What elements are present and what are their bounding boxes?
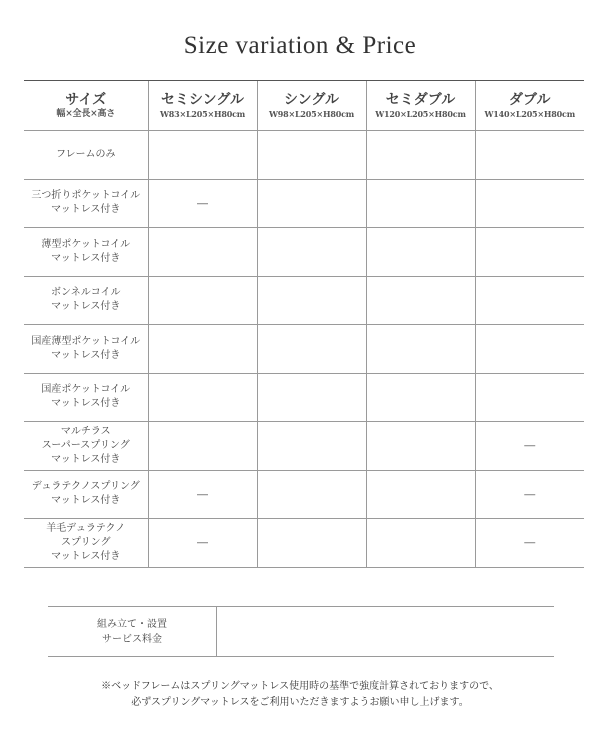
- table-row: [24, 519, 584, 568]
- price-cell: [366, 470, 475, 519]
- footnote-line-2: 必ずスプリングマットレスをご利用いただきますようお願い申し上げます。: [131, 697, 469, 708]
- price-cell: [148, 228, 257, 277]
- price-cell: [257, 422, 366, 471]
- table-header-row: [24, 81, 584, 131]
- price-cell: ―: [475, 519, 584, 568]
- price-cell: [366, 373, 475, 422]
- service-row: [48, 607, 554, 657]
- size-price-table: [24, 80, 584, 568]
- column-dimensions: W120×L205×H80cm: [375, 108, 466, 119]
- column-dimensions: W98×L205×H80cm: [268, 108, 355, 119]
- price-cell: [148, 276, 257, 325]
- service-fee-value: [217, 607, 555, 657]
- price-cell: [475, 276, 584, 325]
- row-label: フレームのみ: [24, 131, 148, 180]
- price-cell: [148, 373, 257, 422]
- column-dimensions: W83×L205×H80cm: [159, 108, 246, 119]
- price-cell: [257, 276, 366, 325]
- column-header-single: [257, 81, 366, 131]
- row-label: 国産薄型ポケットコイル マットレス付き: [24, 325, 148, 374]
- column-name: セミダブル: [385, 91, 456, 108]
- price-cell: [257, 470, 366, 519]
- footnote: [0, 679, 600, 711]
- row-label: マルチラス スーパースプリング マットレス付き: [24, 422, 148, 471]
- table-row: [24, 228, 584, 277]
- size-header-sublabel: 幅×全長×高さ: [56, 108, 116, 119]
- price-cell: [366, 228, 475, 277]
- price-cell: [257, 131, 366, 180]
- row-label: 三つ折りポケットコイル マットレス付き: [24, 179, 148, 228]
- price-cell: [366, 276, 475, 325]
- row-label: 薄型ポケットコイル マットレス付き: [24, 228, 148, 277]
- column-name: シングル: [284, 91, 339, 108]
- column-header-semi-double: [366, 81, 475, 131]
- table-row: [24, 131, 584, 180]
- row-label: 羊毛デュラテクノ スプリング マットレス付き: [24, 519, 148, 568]
- price-cell: ―: [148, 470, 257, 519]
- table-row: [24, 373, 584, 422]
- price-cell: ―: [148, 179, 257, 228]
- size-header-cell: [24, 81, 148, 131]
- price-cell: [148, 325, 257, 374]
- table-row: [24, 325, 584, 374]
- price-cell: [257, 228, 366, 277]
- price-cell: [148, 422, 257, 471]
- price-cell: [475, 373, 584, 422]
- price-cell: [257, 179, 366, 228]
- table-row: [24, 179, 584, 228]
- price-cell: [257, 325, 366, 374]
- row-label: デュラテクノスプリング マットレス付き: [24, 470, 148, 519]
- column-name: セミシングル: [161, 91, 244, 108]
- row-label: 国産ポケットコイル マットレス付き: [24, 373, 148, 422]
- price-cell: [366, 422, 475, 471]
- price-cell: [366, 179, 475, 228]
- price-cell: [257, 519, 366, 568]
- price-cell: [475, 179, 584, 228]
- column-name: ダブル: [509, 91, 551, 108]
- table-row: [24, 276, 584, 325]
- table-row: [24, 422, 584, 471]
- size-header-label: サイズ: [65, 91, 107, 108]
- price-cell: [366, 325, 475, 374]
- footnote-line-1: ※ベッドフレームはスプリングマットレス使用時の基準で強度計算されておりますので、: [101, 681, 499, 692]
- price-cell: [366, 131, 475, 180]
- row-label: ボンネルコイル マットレス付き: [24, 276, 148, 325]
- page-title: Size variation & Price: [183, 32, 417, 59]
- price-cell: [475, 325, 584, 374]
- table-row: [24, 470, 584, 519]
- price-cell: ―: [148, 519, 257, 568]
- column-header-semi-single: [148, 81, 257, 131]
- price-cell: [366, 519, 475, 568]
- price-cell: [148, 131, 257, 180]
- column-dimensions: W140×L205×H80cm: [484, 108, 575, 119]
- price-cell: ―: [475, 470, 584, 519]
- price-cell: [257, 373, 366, 422]
- price-cell: ―: [475, 422, 584, 471]
- price-cell: [475, 228, 584, 277]
- column-header-double: [475, 81, 584, 131]
- service-fee-table: [48, 606, 554, 657]
- service-fee-label: 組み立て・設置 サービス料金: [48, 607, 217, 657]
- price-cell: [475, 131, 584, 180]
